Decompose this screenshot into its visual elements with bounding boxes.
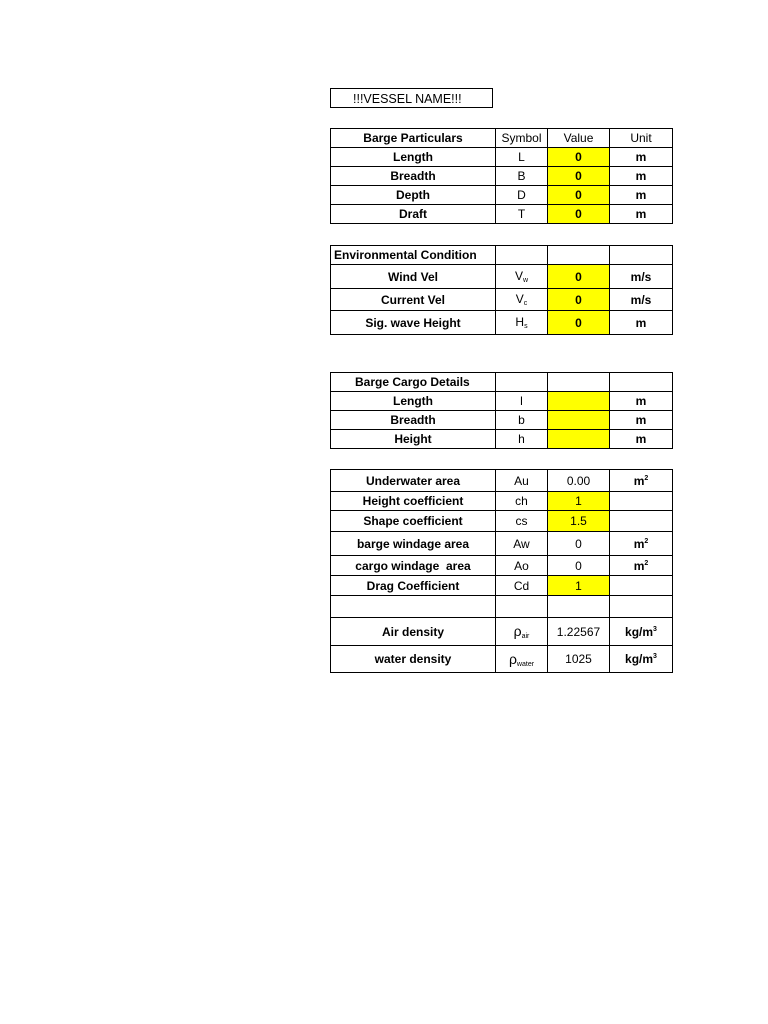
underwater-area-value-cell[interactable]: 0.00: [548, 470, 610, 492]
vessel-name-cell[interactable]: !!!VESSEL NAME!!!: [330, 88, 493, 108]
row-label: Height coefficient: [331, 492, 496, 511]
row-symbol: $\rho_{air}$: [496, 618, 548, 646]
header-unit: Unit: [610, 129, 673, 148]
current-vel-value-cell[interactable]: 0: [548, 289, 610, 311]
row-label: Sig. wave Height: [331, 311, 496, 335]
row-symbol: $V_w$: [496, 265, 548, 289]
row-symbol: Ao: [496, 556, 548, 576]
empty-cell: [496, 246, 548, 265]
coefficients-table: [330, 469, 673, 673]
empty-cell: [496, 596, 548, 618]
barge-windage-area-value-cell[interactable]: 0: [548, 532, 610, 556]
row-unit: m: [610, 167, 673, 186]
environmental-condition-title: Environmental Condition: [331, 246, 496, 265]
empty-cell: [610, 246, 673, 265]
row-label: Air density: [331, 618, 496, 646]
row-unit: $m^2$: [610, 556, 673, 576]
row-label: Underwater area: [331, 470, 496, 492]
header-value: Value: [548, 129, 610, 148]
row-unit: m: [610, 430, 673, 449]
row-label: water density: [331, 646, 496, 673]
row-unit: $kg/m^3$: [610, 646, 673, 673]
depth-value-cell[interactable]: 0: [548, 186, 610, 205]
row-symbol: ch: [496, 492, 548, 511]
row-label: Draft: [331, 205, 496, 224]
row-unit: m: [610, 411, 673, 430]
row-label: barge windage area: [331, 532, 496, 556]
row-symbol: Au: [496, 470, 548, 492]
row-label: Height: [331, 430, 496, 449]
row-label: Current Vel: [331, 289, 496, 311]
empty-cell: [331, 596, 496, 618]
cargo-windage-area-value-cell[interactable]: 0: [548, 556, 610, 576]
row-unit: m: [610, 392, 673, 411]
row-symbol: h: [496, 430, 548, 449]
empty-cell: [548, 373, 610, 392]
empty-cell[interactable]: [548, 596, 610, 618]
row-label: Wind Vel: [331, 265, 496, 289]
air-density-value-cell[interactable]: 1.22567: [548, 618, 610, 646]
row-label: Depth: [331, 186, 496, 205]
draft-value-cell[interactable]: 0: [548, 205, 610, 224]
row-symbol: Aw: [496, 532, 548, 556]
breadth-value-cell[interactable]: 0: [548, 167, 610, 186]
height-coefficient-value-cell[interactable]: 1: [548, 492, 610, 511]
row-unit: m: [610, 148, 673, 167]
cargo-length-value-cell[interactable]: [548, 392, 610, 411]
row-unit: $m^2$: [610, 470, 673, 492]
environmental-condition-table: [330, 245, 673, 335]
row-unit: m: [610, 186, 673, 205]
empty-cell: [610, 596, 673, 618]
row-unit: m: [610, 311, 673, 335]
row-symbol: B: [496, 167, 548, 186]
barge-particulars-table: [330, 128, 673, 224]
row-label: Length: [331, 392, 496, 411]
sig-wave-height-value-cell[interactable]: 0: [548, 311, 610, 335]
row-symbol: Cd: [496, 576, 548, 596]
row-symbol: b: [496, 411, 548, 430]
water-density-value-cell[interactable]: 1025: [548, 646, 610, 673]
row-unit: m/s: [610, 289, 673, 311]
row-symbol: $H_s$: [496, 311, 548, 335]
row-label: Breadth: [331, 411, 496, 430]
row-symbol: $V_c$: [496, 289, 548, 311]
row-label: Length: [331, 148, 496, 167]
row-unit: $m^2$: [610, 532, 673, 556]
cargo-height-value-cell[interactable]: [548, 430, 610, 449]
row-symbol: l: [496, 392, 548, 411]
empty-cell: [610, 373, 673, 392]
row-symbol: cs: [496, 511, 548, 532]
row-symbol: $\rho_{water}$: [496, 646, 548, 673]
row-unit: [610, 576, 673, 596]
row-label: Drag Coefficient: [331, 576, 496, 596]
drag-coefficient-value-cell[interactable]: 1: [548, 576, 610, 596]
row-symbol: T: [496, 205, 548, 224]
row-unit: [610, 492, 673, 511]
empty-cell: [548, 246, 610, 265]
empty-cell: [496, 373, 548, 392]
row-symbol: D: [496, 186, 548, 205]
barge-cargo-details-table: [330, 372, 673, 449]
row-label: Breadth: [331, 167, 496, 186]
row-unit: [610, 511, 673, 532]
cargo-breadth-value-cell[interactable]: [548, 411, 610, 430]
wind-vel-value-cell[interactable]: 0: [548, 265, 610, 289]
row-unit: $kg/m^3$: [610, 618, 673, 646]
row-unit: m/s: [610, 265, 673, 289]
barge-cargo-details-title: Barge Cargo Details: [331, 373, 496, 392]
header-barge-particulars: Barge Particulars: [331, 129, 496, 148]
length-value-cell[interactable]: 0: [548, 148, 610, 167]
header-symbol: Symbol: [496, 129, 548, 148]
row-label: cargo windage area: [331, 556, 496, 576]
row-unit: m: [610, 205, 673, 224]
row-label: Shape coefficient: [331, 511, 496, 532]
shape-coefficient-value-cell[interactable]: 1.5: [548, 511, 610, 532]
row-symbol: L: [496, 148, 548, 167]
